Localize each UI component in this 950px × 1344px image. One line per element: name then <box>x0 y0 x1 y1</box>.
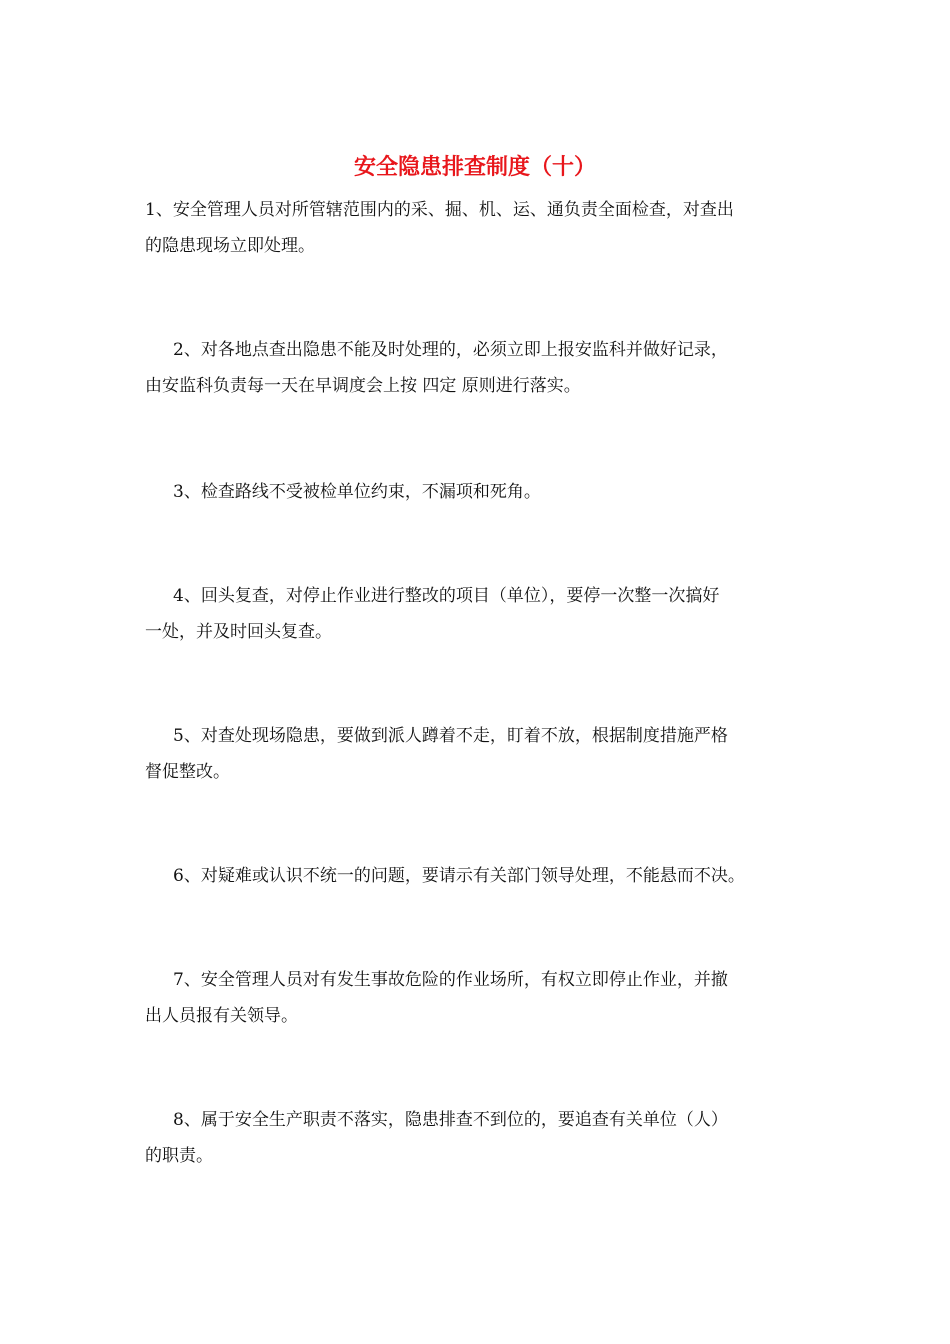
paragraph-line: 出人员报有关领导。 <box>145 1006 298 1026</box>
paragraph-line: 6、对疑难或认识不统一的问题，要请示有关部门领导处理，不能悬而不决。 <box>173 866 745 886</box>
paragraph-line: 4、回头复查，对停止作业进行整改的项目（单位），要停一次整一次搞好 <box>173 586 720 606</box>
paragraph-1 <box>145 192 810 264</box>
paragraph-3 <box>145 474 810 510</box>
paragraph-line: 督促整改。 <box>145 762 230 782</box>
paragraph-line: 由安监科负责每一天在早调度会上按 四定 原则进行落实。 <box>145 376 581 396</box>
paragraph-2 <box>145 332 810 404</box>
paragraph-line: 8、属于安全生产职责不落实，隐患排查不到位的，要追查有关单位（人） <box>173 1110 728 1130</box>
paragraph-line: 的职责。 <box>145 1146 213 1166</box>
paragraph-line: 5、对查处现场隐患，要做到派人蹲着不走，盯着不放，根据制度措施严格 <box>173 726 728 746</box>
paragraph-line: 一处，并及时回头复查。 <box>145 622 332 642</box>
paragraph-5 <box>145 718 810 790</box>
paragraph-8 <box>145 1102 810 1174</box>
paragraph-6 <box>145 858 810 894</box>
paragraph-line: 3、检查路线不受被检单位约束，不漏项和死角。 <box>173 482 541 502</box>
paragraph-line: 7、安全管理人员对有发生事故危险的作业场所，有权立即停止作业，并撤 <box>173 970 728 990</box>
paragraph-line: 2、对各地点查出隐患不能及时处理的，必须立即上报安监科并做好记录， <box>173 340 728 360</box>
paragraph-7 <box>145 962 810 1034</box>
paragraph-line: 的隐患现场立即处理。 <box>145 236 315 256</box>
paragraph-line: 1、安全管理人员对所管辖范围内的采、掘、机、运、通负责全面检查，对查出 <box>145 200 734 220</box>
paragraph-4 <box>145 578 810 650</box>
document-title: 安全隐患排查制度（十） <box>353 154 596 180</box>
